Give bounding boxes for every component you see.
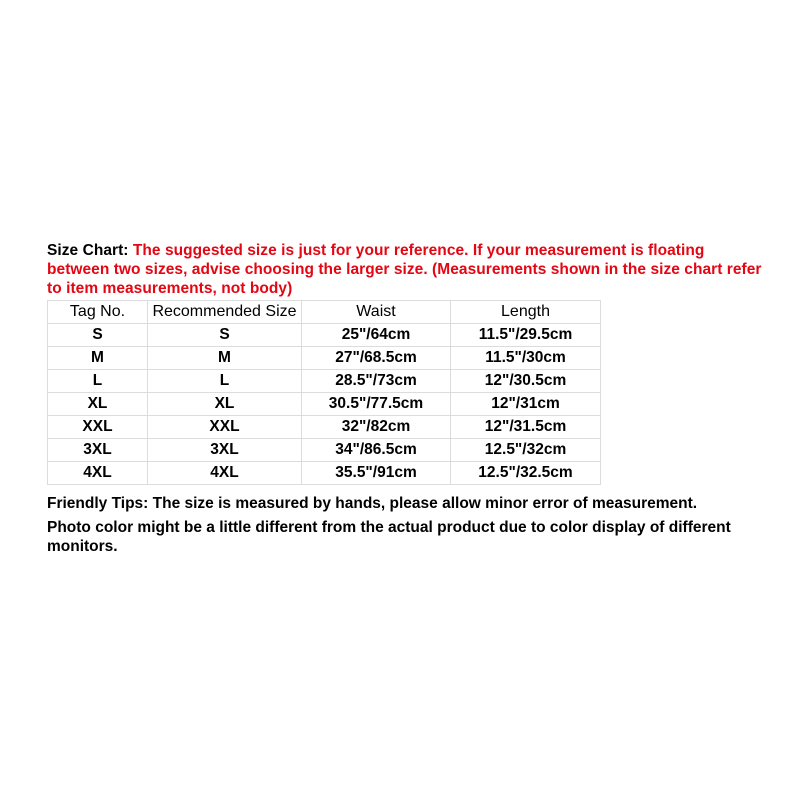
cell-waist: 32"/82cm xyxy=(302,416,451,439)
cell-tag-no: XL xyxy=(48,393,148,416)
header-recommended-size: Recommended Size xyxy=(148,301,302,324)
table-row xyxy=(48,393,601,416)
table-row xyxy=(48,439,601,462)
table-row xyxy=(48,462,601,485)
table-header-row xyxy=(48,301,601,324)
cell-waist: 30.5"/77.5cm xyxy=(302,393,451,416)
cell-recommended-size: L xyxy=(148,370,302,393)
cell-length: 12"/31cm xyxy=(451,393,601,416)
cell-waist: 35.5"/91cm xyxy=(302,462,451,485)
table-row xyxy=(48,370,601,393)
size-chart-intro xyxy=(47,241,767,298)
cell-length: 11.5"/29.5cm xyxy=(451,324,601,347)
size-chart-note: The suggested size is just for your reference. If your measurement is floating between two sizes, advise choosing the larger size. (Measurements shown in the size chart refer to item measurements, not body) xyxy=(47,242,762,297)
size-table xyxy=(47,300,601,485)
cell-waist: 34"/86.5cm xyxy=(302,439,451,462)
cell-length: 12.5"/32cm xyxy=(451,439,601,462)
cell-length: 12"/31.5cm xyxy=(451,416,601,439)
cell-tag-no: 3XL xyxy=(48,439,148,462)
size-chart-section xyxy=(47,241,767,556)
header-length: Length xyxy=(451,301,601,324)
cell-recommended-size: S xyxy=(148,324,302,347)
photo-color-note: Photo color might be a little different from the actual product due to color display of different monitors. xyxy=(47,519,731,555)
cell-recommended-size: XXL xyxy=(148,416,302,439)
cell-recommended-size: XL xyxy=(148,393,302,416)
friendly-tips: Friendly Tips: The size is measured by hands, please allow minor error of measurement. xyxy=(47,495,698,512)
cell-length: 12.5"/32.5cm xyxy=(451,462,601,485)
cell-recommended-size: M xyxy=(148,347,302,370)
table-row xyxy=(48,347,601,370)
cell-recommended-size: 4XL xyxy=(148,462,302,485)
size-chart-label: Size Chart: xyxy=(47,242,129,259)
cell-tag-no: M xyxy=(48,347,148,370)
cell-tag-no: XXL xyxy=(48,416,148,439)
cell-waist: 27"/68.5cm xyxy=(302,347,451,370)
cell-tag-no: 4XL xyxy=(48,462,148,485)
table-row xyxy=(48,324,601,347)
cell-tag-no: S xyxy=(48,324,148,347)
table-row xyxy=(48,416,601,439)
cell-recommended-size: 3XL xyxy=(148,439,302,462)
cell-waist: 25"/64cm xyxy=(302,324,451,347)
header-tag-no: Tag No. xyxy=(48,301,148,324)
cell-length: 12"/30.5cm xyxy=(451,370,601,393)
cell-tag-no: L xyxy=(48,370,148,393)
cell-waist: 28.5"/73cm xyxy=(302,370,451,393)
cell-length: 11.5"/30cm xyxy=(451,347,601,370)
header-waist: Waist xyxy=(302,301,451,324)
